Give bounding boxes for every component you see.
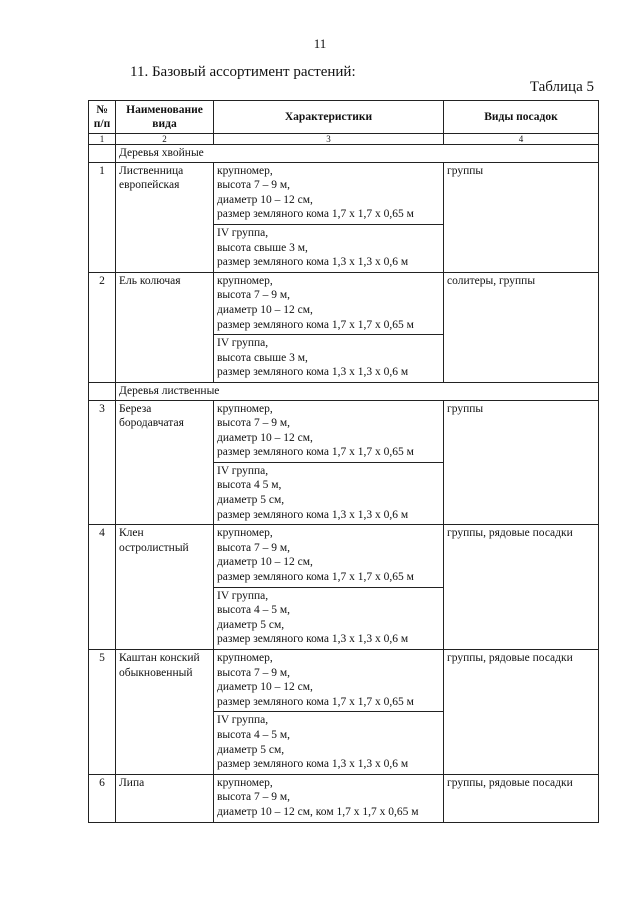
- row-number: 1: [89, 162, 116, 272]
- species-name: Береза бородавчатая: [116, 400, 214, 525]
- header-num: № п/п: [89, 101, 116, 134]
- section-row-conifers: [89, 145, 599, 163]
- planting-type: группы: [444, 400, 599, 525]
- species-name: Лиственница европейская: [116, 162, 214, 272]
- section-title: Деревья лиственные: [116, 382, 599, 400]
- characteristics-a: крупномер, высота 7 – 9 м, диаметр 10 – 12 см, ком 1,7 х 1,7 х 0,65 м: [214, 774, 444, 822]
- characteristics-a: крупномер, высота 7 – 9 м, диаметр 10 – 12 см, размер земляного кома 1,7 х 1,7 х 0,65 м: [214, 525, 444, 587]
- characteristics-b: IV группа, высота свыше 3 м, размер земляного кома 1,3 х 1,3 х 0,6 м: [214, 335, 444, 383]
- characteristics-a: крупномер, высота 7 – 9 м, диаметр 10 – 12 см, размер земляного кома 1,7 х 1,7 х 0,65 м: [214, 162, 444, 224]
- planting-type: группы: [444, 162, 599, 272]
- header-planting: Виды посадок: [444, 101, 599, 134]
- section-heading: 11. Базовый ассортимент растений:: [130, 64, 356, 80]
- characteristics-b: IV группа, высота 4 – 5 м, диаметр 5 см, размер земляного кома 1,3 х 1,3 х 0,6 м: [214, 712, 444, 774]
- page-number: 11: [313, 36, 327, 51]
- planting-type: группы, рядовые посадки: [444, 650, 599, 775]
- header-name: Наименование вида: [116, 101, 214, 134]
- column-number: 2: [116, 134, 214, 145]
- column-number: 3: [214, 134, 444, 145]
- table-row: [89, 774, 599, 822]
- planting-type: солитеры, группы: [444, 272, 599, 382]
- row-number: 6: [89, 774, 116, 822]
- table-row: [89, 162, 599, 224]
- characteristics-b: IV группа, высота свыше 3 м, размер земляного кома 1,3 х 1,3 х 0,6 м: [214, 224, 444, 272]
- species-name: Липа: [116, 774, 214, 822]
- header-row: [89, 101, 599, 134]
- table-row: [89, 650, 599, 712]
- column-number: 1: [89, 134, 116, 145]
- planting-type: группы, рядовые посадки: [444, 525, 599, 650]
- header-characteristics: Характеристики: [214, 101, 444, 134]
- characteristics-a: крупномер, высота 7 – 9 м, диаметр 10 – 12 см, размер земляного кома 1,7 х 1,7 х 0,65 м: [214, 400, 444, 462]
- table-row: [89, 525, 599, 587]
- section-title: Деревья хвойные: [116, 145, 599, 163]
- column-number-row: [89, 134, 599, 145]
- table-row: [89, 400, 599, 462]
- species-name: Каштан конский обыкновенный: [116, 650, 214, 775]
- row-number: 4: [89, 525, 116, 650]
- column-number: 4: [444, 134, 599, 145]
- characteristics-a: крупномер, высота 7 – 9 м, диаметр 10 – 12 см, размер земляного кома 1,7 х 1,7 х 0,65 м: [214, 272, 444, 334]
- species-name: Клен остролистный: [116, 525, 214, 650]
- plant-assortment-table: [88, 100, 599, 823]
- row-number: 5: [89, 650, 116, 775]
- characteristics-a: крупномер, высота 7 – 9 м, диаметр 10 – 12 см, размер земляного кома 1,7 х 1,7 х 0,65 м: [214, 650, 444, 712]
- section-row-deciduous: [89, 382, 599, 400]
- row-number: 3: [89, 400, 116, 525]
- species-name: Ель колючая: [116, 272, 214, 382]
- table-row: [89, 272, 599, 334]
- planting-type: группы, рядовые посадки: [444, 774, 599, 822]
- table-caption: Таблица 5: [529, 79, 594, 95]
- characteristics-b: IV группа, высота 4 5 м, диаметр 5 см, размер земляного кома 1,3 х 1,3 х 0,6 м: [214, 462, 444, 524]
- row-number: 2: [89, 272, 116, 382]
- characteristics-b: IV группа, высота 4 – 5 м, диаметр 5 см, размер земляного кома 1,3 х 1,3 х 0,6 м: [214, 587, 444, 649]
